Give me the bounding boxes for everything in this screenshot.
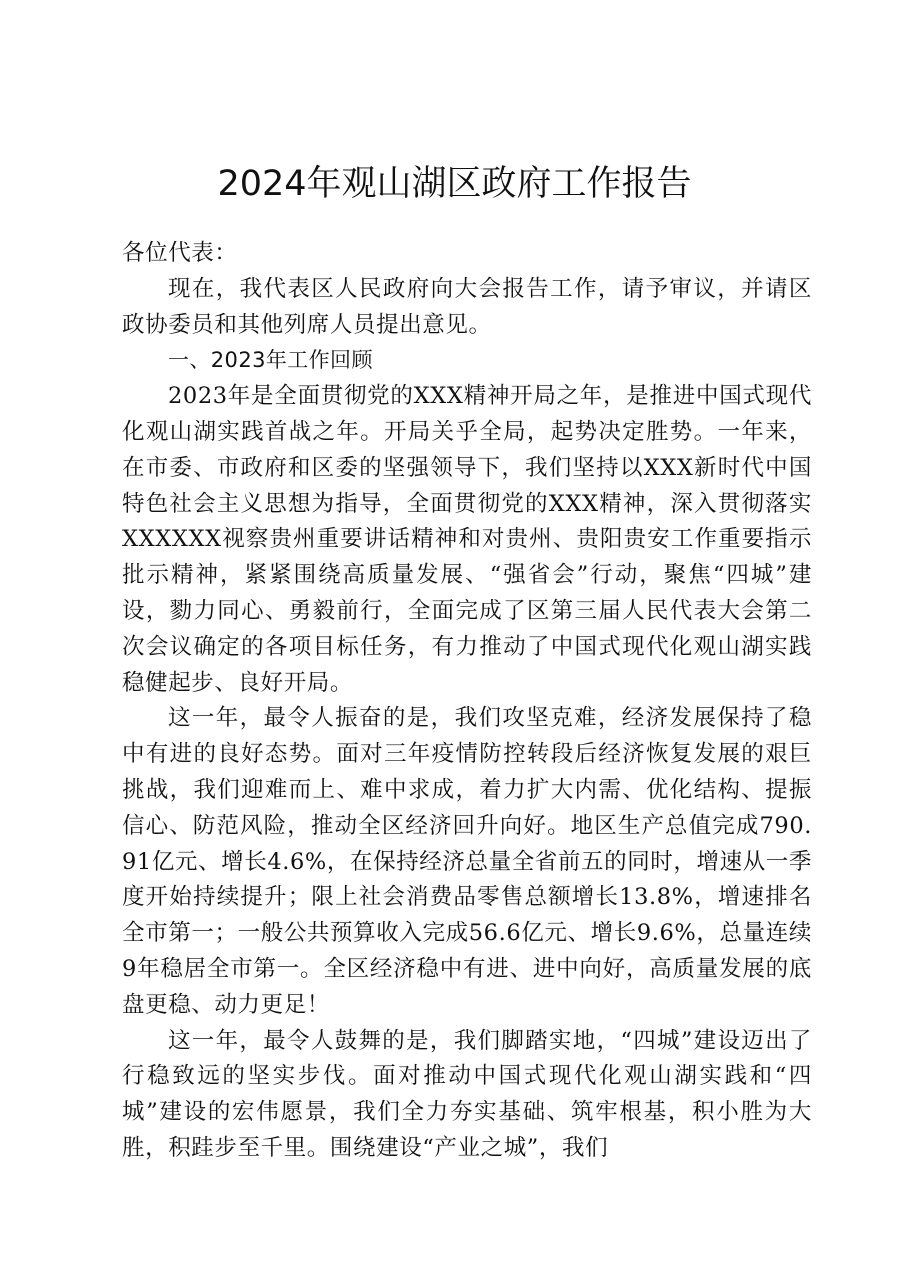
body-paragraph: 这一年，最令人鼓舞的是，我们脚踏实地，“四城”建设迈出了行稳致远的坚实步伐。面对推动中国式现代化观山湖实践和“四城”建设的宏伟愿景，我们全力夯实基础、筑牢根基，积小胜为大胜，积跬步至千里。围绕建设“产业之城”，我们	[122, 1027, 812, 1161]
section-heading: 一、2023年工作回顾	[168, 348, 373, 373]
document-body	[122, 236, 812, 1167]
salutation: 各位代表：	[122, 240, 238, 266]
body-paragraph: 2023年是全面贯彻党的XXX精神开局之年，是推进中国式现代化观山湖实践首战之年。开局关乎全局，起势决定胜势。一年来，在市委、市政府和区委的坚强领导下，我们坚持以XXX新时代中国特色社会主义思想为指导，全面贯彻党的XXX精神，深入贯彻落实XXXXXX视察贵州重要讲话精神和对贵州、贵阳贵安工作重要指示批示精神，紧紧围绕高质量发展、“强省会”行动，聚焦“四城”建设，勠力同心、勇毅前行，全面完成了区第三届人民代表大会第二次会议确定的各项目标任务，有力推动了中国式现代化观山湖实践稳健起步、良好开局。	[122, 383, 812, 696]
intro-paragraph: 现在，我代表区人民政府向大会报告工作，请予审议，并请区政协委员和其他列席人员提出意见。	[122, 275, 812, 338]
document-title: 2024年观山湖区政府工作报告	[217, 164, 692, 204]
body-paragraph: 这一年，最令人振奋的是，我们攻坚克难，经济发展保持了稳中有进的良好态势。面对三年疫情防控转段后经济恢复发展的艰巨挑战，我们迎难而上、难中求成，着力扩大内需、优化结构、提振信心、防范风险，推动全区经济回升向好。地区生产总值完成790.91亿元、增长4.6%，在保持经济总量全省前五的同时，增速从一季度开始持续提升；限上社会消费品零售总额增长13.8%，增速排名全市第一；一般公共预算收入完成56.6亿元、增长9.6%，总量连续9年稳居全市第一。全区经济稳中有进、进中向好，高质量发展的底盘更稳、动力更足！	[122, 705, 812, 1018]
